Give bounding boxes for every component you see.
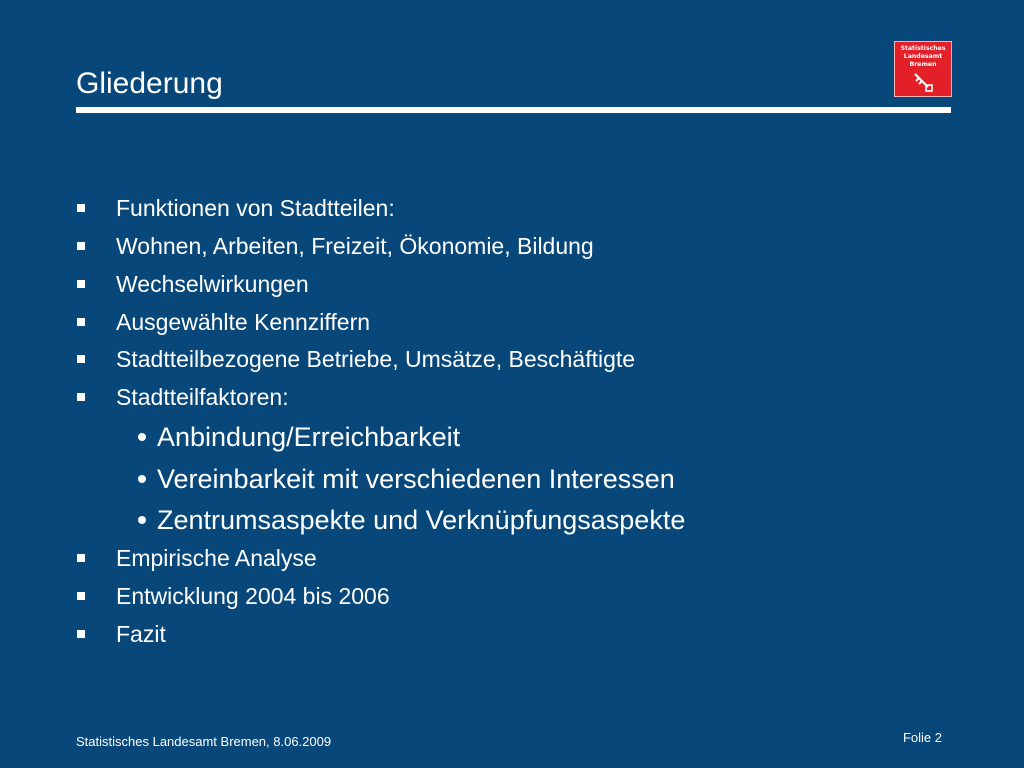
list-item xyxy=(0,304,1000,340)
logo-line-3: Bremen xyxy=(909,61,937,68)
list-item-label: Stadtteilbezogene Betriebe, Umsätze, Beschäftigte xyxy=(116,346,636,372)
list-item xyxy=(0,190,1000,226)
logo-line-2: Landesamt xyxy=(903,53,943,60)
slide-title: Gliederung xyxy=(76,67,223,100)
title-divider xyxy=(76,107,951,113)
list-item xyxy=(0,578,1000,614)
sub-list-item xyxy=(0,500,1000,540)
list-item xyxy=(0,540,1000,576)
list-item-label: Fazit xyxy=(116,621,166,647)
footer-source: Statistisches Landesamt Bremen, 8.06.2009 xyxy=(76,734,332,749)
list-item xyxy=(0,266,1000,302)
list-item xyxy=(0,379,1000,415)
list-item xyxy=(0,341,1000,377)
sub-list-item-label: Anbindung/Erreichbarkeit xyxy=(157,422,461,452)
list-item-label: Entwicklung 2004 bis 2006 xyxy=(116,583,390,609)
statistisches-landesamt-logo xyxy=(894,41,952,97)
list-item-label: Funktionen von Stadtteilen: xyxy=(116,195,395,221)
round-bullet-icon xyxy=(138,516,146,524)
sub-list-item xyxy=(0,417,1000,457)
square-bullet-icon xyxy=(77,242,85,250)
round-bullet-icon xyxy=(138,433,146,441)
square-bullet-icon xyxy=(77,554,85,562)
list-item-label: Ausgewählte Kennziffern xyxy=(116,309,371,335)
slide-number: Folie 2 xyxy=(902,730,942,745)
sub-list-item xyxy=(0,459,1000,499)
list-item-label: Wechselwirkungen xyxy=(116,271,309,297)
square-bullet-icon xyxy=(77,204,85,212)
list-item xyxy=(0,616,1000,652)
round-bullet-icon xyxy=(138,475,146,483)
square-bullet-icon xyxy=(77,592,85,600)
logo-line-1: Statistisches xyxy=(900,45,946,52)
square-bullet-icon xyxy=(77,318,85,326)
square-bullet-icon xyxy=(77,393,85,401)
list-item-label: Empirische Analyse xyxy=(116,545,317,571)
list-item xyxy=(0,228,1000,264)
bremen-key-icon xyxy=(895,42,951,96)
sub-list-item-label: Zentrumsaspekte und Verknüpfungsaspekte xyxy=(157,505,686,535)
sub-list-item-label: Vereinbarkeit mit verschiedenen Interessen xyxy=(157,464,675,494)
square-bullet-icon xyxy=(77,355,85,363)
list-item-label: Stadtteilfaktoren: xyxy=(116,384,289,410)
square-bullet-icon xyxy=(77,280,85,288)
list-item-label: Wohnen, Arbeiten, Freizeit, Ökonomie, Bildung xyxy=(116,233,594,259)
square-bullet-icon xyxy=(77,630,85,638)
